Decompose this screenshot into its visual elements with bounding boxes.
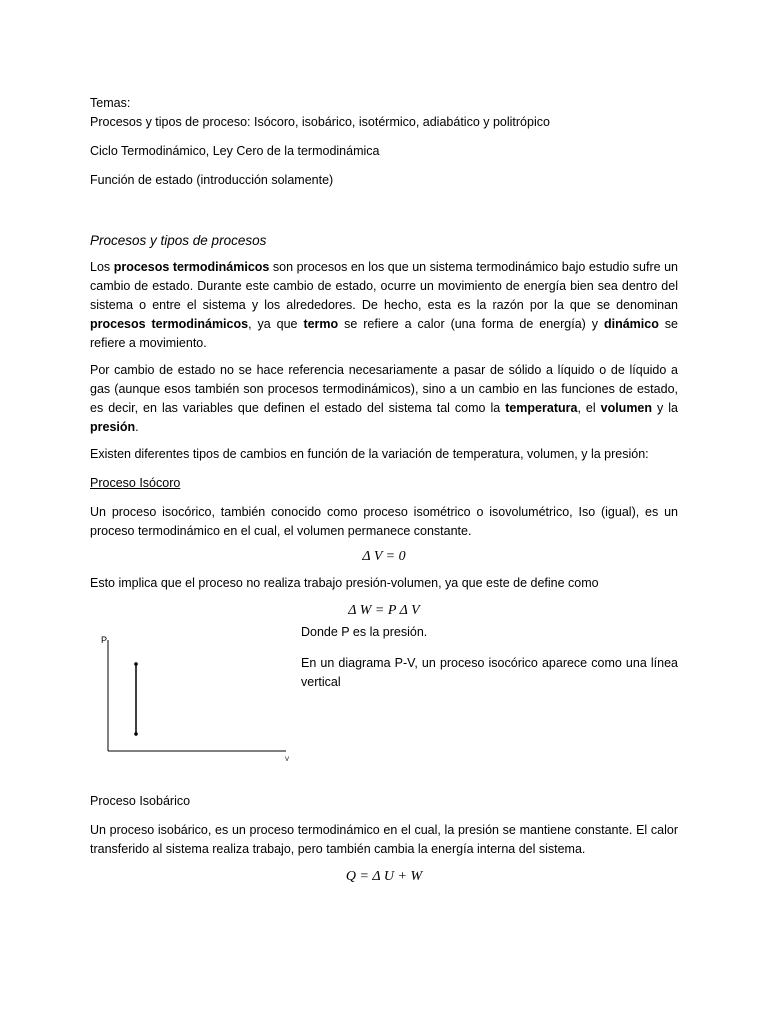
topic-line-3: Función de estado (introducción solamente): [90, 173, 334, 187]
isocoro-text: Un proceso isocórico, también conocido como proceso isométrico o isovolumétrico, Iso (igual), es un proceso termodinámico en el cual, el volumen permanece constante.: [90, 505, 678, 538]
isocoro-note-2: En un diagrama P-V, un proceso isocórico aparece como una línea vertical: [301, 656, 678, 689]
p2-text-g: .: [135, 420, 139, 434]
isobarico-title: Proceso Isobárico: [90, 794, 191, 808]
isocoro-notes: [301, 623, 678, 692]
p2-text-c: , el: [577, 401, 601, 415]
p2-bold-b: temperatura: [505, 401, 578, 415]
p1-text-c: son procesos en los que un sistema termodinámico bajo estudio sufre un cambio de estado. Durante este cambio de estado, ocurre un movimiento de energía bien sea dentro del sistema o entre el sistema y los alrededores. De hecho, esta es la razón por la que se denominan: [90, 260, 678, 312]
p1-text-e: , ya que: [248, 317, 304, 331]
state-point-bottom: [134, 732, 138, 736]
paragraph-3: Existen diferentes tipos de cambios en función de la variación de temperatura, volumen, y la presión:: [90, 447, 649, 461]
axis-label-p: P: [101, 635, 108, 645]
p1-bold-h: dinámico: [603, 317, 659, 331]
topic-line-2: Ciclo Termodinámico, Ley Cero de la termodinámica: [90, 144, 380, 158]
p1-bold-f: termo: [303, 317, 339, 331]
p2-text-e: y la: [652, 401, 678, 415]
isocoro-formula-2: Δ W = P Δ V: [348, 603, 420, 618]
p2-bold-d: volumen: [600, 401, 653, 415]
p1-text-i: se refiere a movimiento.: [90, 317, 678, 350]
isocoro-formula-1: Δ V = 0: [362, 549, 406, 564]
p2-bold-f: presión: [90, 420, 136, 434]
topic-line-1: Procesos y tipos de proceso: Isócoro, isobárico, isotérmico, adiabático y politrópico: [90, 115, 550, 129]
axis-label-v: V: [285, 757, 290, 763]
state-point-top: [134, 662, 138, 666]
paragraph-1: [90, 258, 678, 353]
topics-heading: Temas:: [90, 96, 131, 110]
section-title: Procesos y tipos de procesos: [90, 233, 267, 248]
p2-text-a: Por cambio de estado no se hace referencia necesariamente a pasar de sólido a líquido o de líquido a gas (aunque esos también son procesos termodinámicos), sino a un cambio en las funciones de estado, es decir, en las variables que definen el estado del sistema tal como la: [90, 363, 678, 415]
isobarico-formula: Q = Δ U + W: [345, 869, 423, 884]
p1-bold-b: procesos termodinámicos: [113, 260, 270, 274]
pv-diagram: [96, 630, 296, 765]
p1-text-g: se refiere a calor (una forma de energía) y: [338, 317, 604, 331]
p1-text-a: Los: [90, 260, 114, 274]
isocoro-note-1: Donde P es la presión.: [301, 625, 428, 639]
isocoro-text-2: Esto implica que el proceso no realiza trabajo presión-volumen, ya que este de define como: [90, 576, 599, 590]
p1-bold-d: procesos termodinámicos: [90, 317, 249, 331]
isocoro-title: Proceso Isócoro: [90, 476, 181, 490]
isobarico-text: Un proceso isobárico, es un proceso termodinámico en el cual, la presión se mantiene constante. El calor transferido al sistema realiza trabajo, pero también cambia la energía interna del sistema.: [90, 823, 678, 856]
paragraph-2: [90, 361, 678, 437]
document-page: [90, 94, 678, 886]
